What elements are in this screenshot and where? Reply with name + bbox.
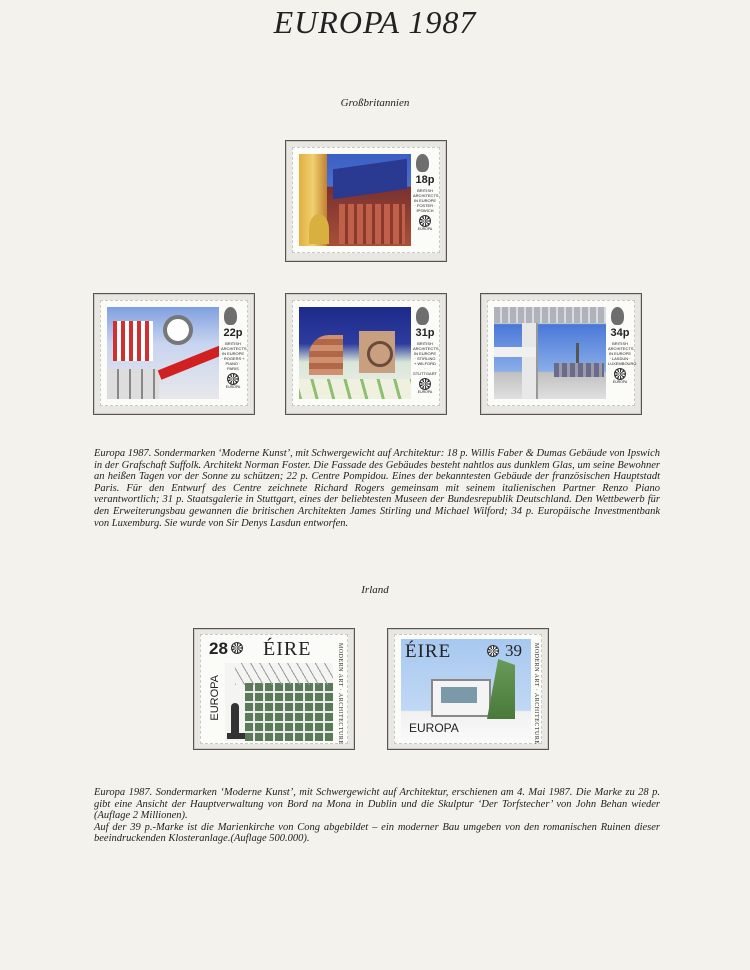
stamp-europa-label: EUROPA: [409, 721, 459, 735]
stamp-mount-ie-39: [387, 628, 549, 750]
europa-logo-icon: [227, 373, 239, 385]
stamp-value: 31p: [415, 327, 435, 339]
europa-logo-icon: [614, 368, 626, 380]
stamp-value: 18p: [415, 174, 435, 186]
stamp-gb-22p: [100, 300, 248, 406]
stamp-caption: BRITISH ARCHITECTS IN EUROPE · LASDUN · LUXEMBOURG: [608, 341, 637, 366]
stamp-image-staatsgalerie: [299, 307, 411, 399]
europa-logo-icon: [487, 645, 499, 657]
stamp-caption: BRITISH ARCHITECTS IN EUROPE · FOSTER · IPSWICH: [413, 188, 439, 213]
stamp-image-centre-pompidou: [107, 307, 219, 399]
ie-description-paragraph-1: Europa 1987. Sondermarken ‘Moderne Kunst’, mit Schwergewicht auf Architektur, erschienen am 4. Mai 1987. Die Marke zu 28 p. gibt eine Ansicht der Hauptverwaltung von Bord na Mona in Dublin und die Skulptur ‘Der Torfstecher’ von John Behan wieder (Auflage 2 Millionen).: [94, 787, 660, 822]
stamp-europa-label: EUROPA: [417, 390, 433, 394]
stamp-europa-label: EUROPA: [612, 380, 628, 384]
stamp-image-bord-na-mona: [225, 663, 333, 741]
country-heading-gb: Großbritannien: [340, 97, 410, 109]
stamp-gb-18p: [292, 147, 440, 253]
stamp-image-willis-faber: [299, 154, 411, 246]
stamp-mount-gb-18p: [285, 140, 447, 262]
stamp-mount-gb-31p: [285, 293, 447, 415]
europa-logo-icon: [419, 215, 431, 227]
stamp-image-investment-bank: [494, 307, 606, 399]
stamp-europa-label: EUROPA: [417, 227, 433, 231]
queen-head-icon: [611, 307, 624, 325]
stamp-value: 28: [209, 639, 228, 658]
stamp-vertical-caption: MODERN ART · ARCHITECTURE: [337, 643, 343, 745]
queen-head-icon: [224, 307, 237, 325]
stamp-country: ÉIRE: [263, 638, 312, 660]
gb-description: Europa 1987. Sondermarken ‘Moderne Kunst’, mit Schwergewicht auf Architektur: 18 p. Willis Faber & Dumas Gebäude von Ipswich in der Grafschaft Suffolk. Architekt Norman Foster. Die Fassade des Gebäudes besteht nahtlos aus dunklem Glas, um seine Bewohner an heißen Tagen vor der Sonne zu schützen; 22 p. Centre Pompidou. Eines der bekanntesten Gebäude der französischen Hauptstadt Paris. Für den Entwurf des Centre zeichnete Richard Rogers gemeinsam mit seinem italienischen Partner Renzo Piano verantwortlich; 31 p. Staatsgalerie in Stuttgart, eines der beliebtesten Museen der Bundesrepublik Deutschland. Den Wettbewerb für den Erweiterungsbau gewannen die britischen Architekten James Stirling und Michael Wilford; 34 p. Europäische Investmentbank von Luxemburg. Sie wurde von Sir Denys Lasdun entworfen.: [94, 448, 660, 529]
stamp-europa-label: EUROPA: [225, 385, 241, 389]
europa-logo-icon: [419, 378, 431, 390]
stamp-mount-ie-28: [193, 628, 355, 750]
page-title: EUROPA 1987: [273, 4, 477, 40]
stamp-value: 34p: [610, 327, 630, 339]
ie-description-paragraph-2: Auf der 39 p.-Marke ist die Marienkirche von Cong abgebildet – ein moderner Bau umgeben von den romanischen Ruinen dieser beeindruckenden Klosteranlage.(Auflage 500.000).: [94, 821, 660, 845]
queen-head-icon: [416, 154, 429, 172]
stamp-gb-31p: [292, 300, 440, 406]
stamp-vertical-caption: MODERN ART · ARCHITECTURE: [533, 643, 539, 745]
stamp-ie-28: [200, 634, 348, 744]
stamp-value: 39: [505, 641, 522, 660]
stamp-caption: BRITISH ARCHITECTS IN EUROPE · STIRLING + WILFORD · STUTTGART: [413, 341, 439, 376]
stamp-country: ÉIRE: [405, 641, 452, 662]
stamp-gb-34p: [487, 300, 635, 406]
country-heading-ie: Irland: [361, 584, 389, 596]
stamp-caption: BRITISH ARCHITECTS IN EUROPE · ROGERS + PIANO · PARIS: [221, 341, 247, 371]
stamp-ie-39: [394, 634, 542, 744]
stamp-mount-gb-34p: [480, 293, 642, 415]
europa-logo-icon: [231, 642, 243, 654]
queen-head-icon: [416, 307, 429, 325]
stamp-value: 22p: [223, 327, 243, 339]
stamp-mount-gb-22p: [93, 293, 255, 415]
ie-description: [94, 787, 660, 845]
stamp-europa-label: EUROPA: [209, 675, 221, 721]
